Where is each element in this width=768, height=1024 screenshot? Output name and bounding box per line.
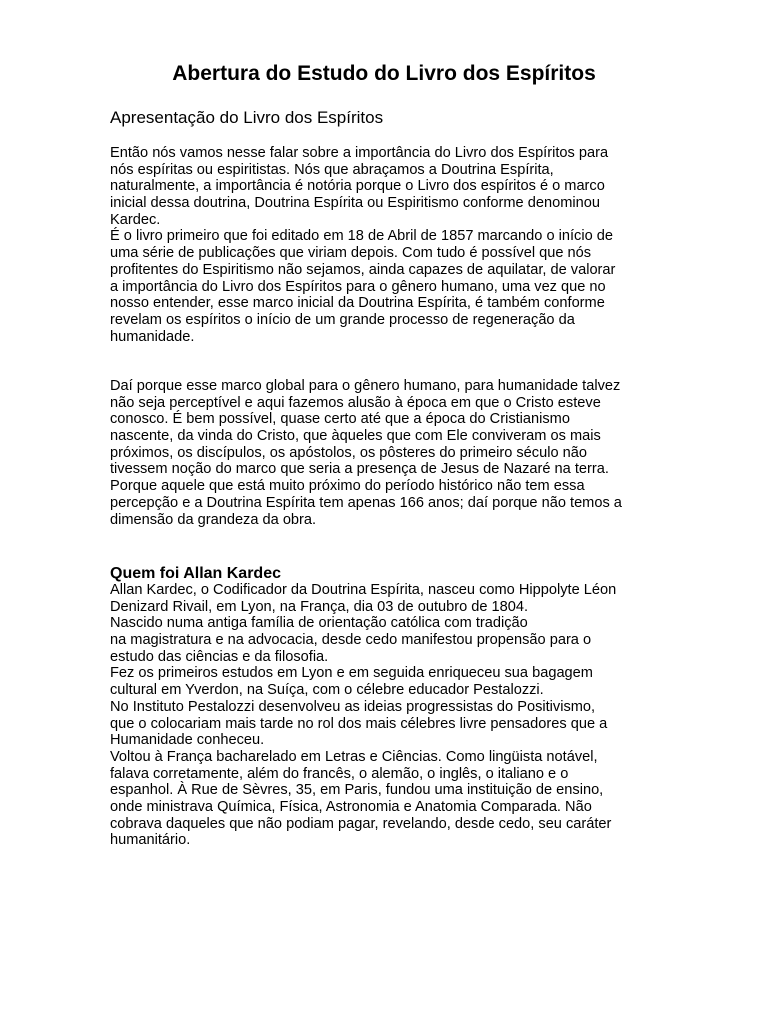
paragraph-line: profitentes do Espiritismo não sejamos, ainda capazes de aquilatar, de valorar	[110, 261, 616, 278]
paragraph-line: espanhol. À Rue de Sèvres, 35, em Paris, fundou uma instituição de ensino,	[110, 782, 604, 799]
paragraph-line: nosso entender, esse marco inicial da Doutrina Espírita, é também conforme	[110, 295, 605, 312]
paragraph-line: Daí porque esse marco global para o gênero humano, para humanidade talvez	[110, 378, 621, 394]
paragraph-line: Porque aquele que está muito próximo do período histórico não tem essa	[110, 478, 585, 495]
paragraph-line: humanidade.	[110, 328, 195, 345]
paragraph-line: naturalmente, a importância é notória porque o Livro dos espíritos é o marco	[110, 178, 605, 195]
paragraph-line: que o colocariam mais tarde no rol dos mais célebres livre pensadores que a	[110, 715, 608, 732]
paragraph-line: tivessem noção do marco que seria a presença de Jesus de Nazaré na terra.	[110, 461, 609, 478]
paragraph-biografia-kardec	[110, 582, 616, 849]
paragraph-marco-global	[110, 378, 622, 528]
paragraph-line: revelam os espíritos o início de um grande processo de regeneração da	[110, 311, 575, 328]
paragraph-line: uma série de publicações que viriam depois. Com tudo é possível que nós	[110, 245, 592, 262]
paragraph-line: Humanidade conheceu.	[110, 732, 265, 749]
paragraph-line: No Instituto Pestalozzi desenvolveu as ideias progressistas do Positivismo,	[110, 698, 596, 715]
paragraph-line: Fez os primeiros estudos em Lyon e em seguida enriqueceu sua bagagem	[110, 665, 593, 682]
paragraph-line: falava corretamente, além do francês, o alemão, o inglês, o italiano e o	[110, 765, 569, 782]
paragraph-line: a importância do Livro dos Espíritos para o gênero humano, uma vez que no	[110, 278, 606, 295]
paragraph-line: Denizard Rivail, em Lyon, na França, dia 03 de outubro de 1804.	[110, 598, 529, 615]
document-title: Abertura do Estudo do Livro dos Espíritos	[172, 62, 596, 85]
section-heading-allan-kardec: Quem foi Allan Kardec	[110, 565, 281, 582]
paragraph-line: dimensão da grandeza da obra.	[110, 511, 317, 528]
paragraph-importancia	[110, 145, 615, 345]
paragraph-line: inicial dessa doutrina, Doutrina Espírita ou Espiritismo conforme denominou	[110, 195, 600, 212]
paragraph-line: onde ministrava Química, Física, Astronomia e Anatomia Comparada. Não	[110, 798, 592, 815]
paragraph-line: cobrava daqueles que não podiam pagar, revelando, desde cedo, seu caráter	[110, 815, 612, 832]
paragraph-line: não seja perceptível e aqui fazemos alusão à época em que o Cristo esteve	[110, 394, 601, 411]
paragraph-line: na magistratura e na advocacia, desde cedo manifestou propensão para o	[110, 632, 592, 649]
paragraph-line: Kardec.	[110, 211, 161, 228]
paragraph-line: Então nós vamos nesse falar sobre a importância do Livro dos Espíritos para	[110, 145, 609, 161]
paragraph-line: cultural em Yverdon, na Suíça, com o célebre educador Pestalozzi.	[110, 682, 544, 699]
paragraph-line: nós espíritas ou espiritistas. Nós que abraçamos a Doutrina Espírita,	[110, 161, 554, 178]
paragraph-line: Allan Kardec, o Codificador da Doutrina Espírita, nasceu como Hippolyte Léon	[110, 582, 617, 598]
paragraph-line: nascente, da vinda do Cristo, que àqueles que com Ele conviveram os mais	[110, 428, 601, 445]
paragraph-line: humanitário.	[110, 832, 191, 849]
paragraph-line: É o livro primeiro que foi editado em 18 de Abril de 1857 marcando o início de	[110, 228, 613, 245]
paragraph-line: percepção e a Doutrina Espírita tem apenas 166 anos; daí porque não temos a	[110, 494, 622, 511]
paragraph-line: conosco. É bem possível, quase certo até que a época do Cristianismo	[110, 411, 570, 428]
paragraph-line: próximos, os discípulos, os apóstolos, os pôsteres do primeiro século não	[110, 444, 587, 461]
paragraph-line: Voltou à França bacharelado em Letras e Ciências. Como lingüista notável,	[110, 748, 598, 765]
paragraph-line: Nascido numa antiga família de orientação católica com tradição	[110, 615, 528, 632]
section-heading-apresentacao: Apresentação do Livro dos Espíritos	[110, 108, 384, 127]
paragraph-line: estudo das ciências e da filosofia.	[110, 648, 329, 665]
